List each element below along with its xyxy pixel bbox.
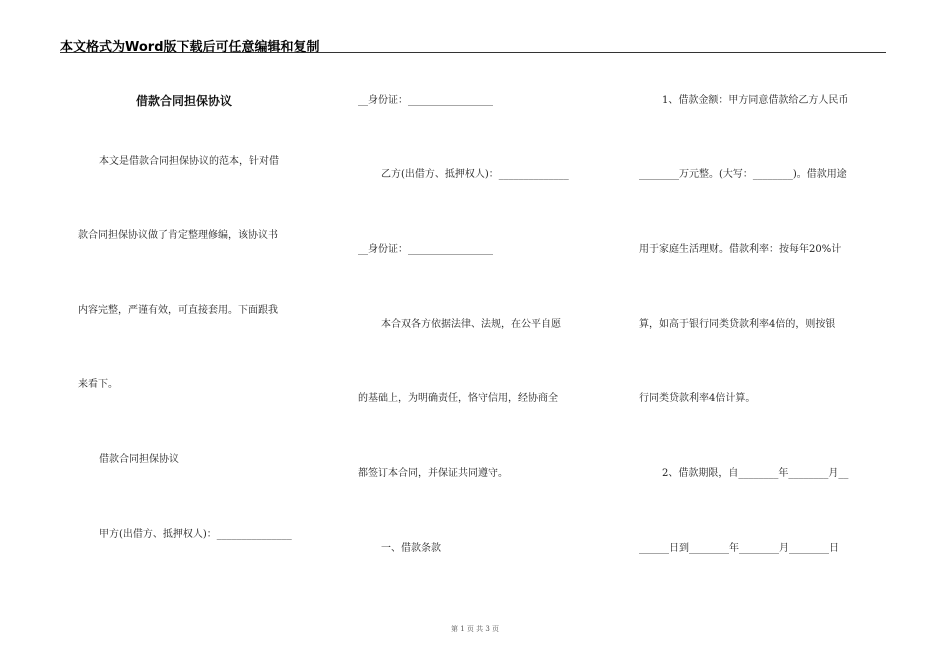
paragraph-line: ________万元整。(大写：________)。借款用途	[639, 169, 847, 180]
header-divider	[60, 52, 886, 53]
paragraph-line: 本文是借款合同担保协议的范本，针对借	[99, 156, 279, 167]
paragraph-line: 款合同担保协议做了肯定整理修编，该协议书	[78, 230, 278, 241]
document-header-title: 本文格式为Word版下载后可任意编辑和复制	[60, 40, 320, 55]
paragraph-line: 内容完整，严谨有效，可直接套用。下面跟我	[78, 305, 278, 316]
id-card-field: __身份证：_________________	[358, 95, 493, 106]
page-number: 第 1 页 共 3 页	[450, 625, 500, 633]
id-card-field: __身份证：_________________	[358, 244, 493, 255]
party-b-field: 乙方(出借方、抵押权人)：______________	[381, 169, 569, 180]
paragraph-line: 行同类贷款利率4倍计算。	[639, 393, 756, 404]
paragraph-line: 2、借款期限，自________年________月__	[662, 468, 849, 479]
document-title: 借款合同担保协议	[136, 94, 233, 108]
party-a-field: 甲方(出借方、抵押权人)：_______________	[99, 529, 292, 540]
section-heading: 借款合同担保协议	[99, 454, 179, 465]
paragraph-line: 用于家庭生活理财。借款利率：按每年20%计	[639, 244, 842, 255]
paragraph-line: 都签订本合同，并保证共同遵守。	[358, 468, 508, 479]
paragraph-line: 本合双各方依据法律、法规，在公平自愿	[381, 319, 561, 330]
paragraph-line: 1、借款金额：甲方同意借款给乙方人民币	[662, 95, 849, 106]
paragraph-line: 的基础上，为明确责任，恪守信用，经协商全	[358, 393, 558, 404]
section-heading: 一、借款条款	[381, 543, 441, 554]
paragraph-line: 来看下。	[78, 379, 118, 390]
paragraph-line: ______日到________年________月________日	[639, 543, 839, 554]
paragraph-line: 算，如高于银行同类贷款利率4倍的，则按银	[639, 319, 836, 330]
